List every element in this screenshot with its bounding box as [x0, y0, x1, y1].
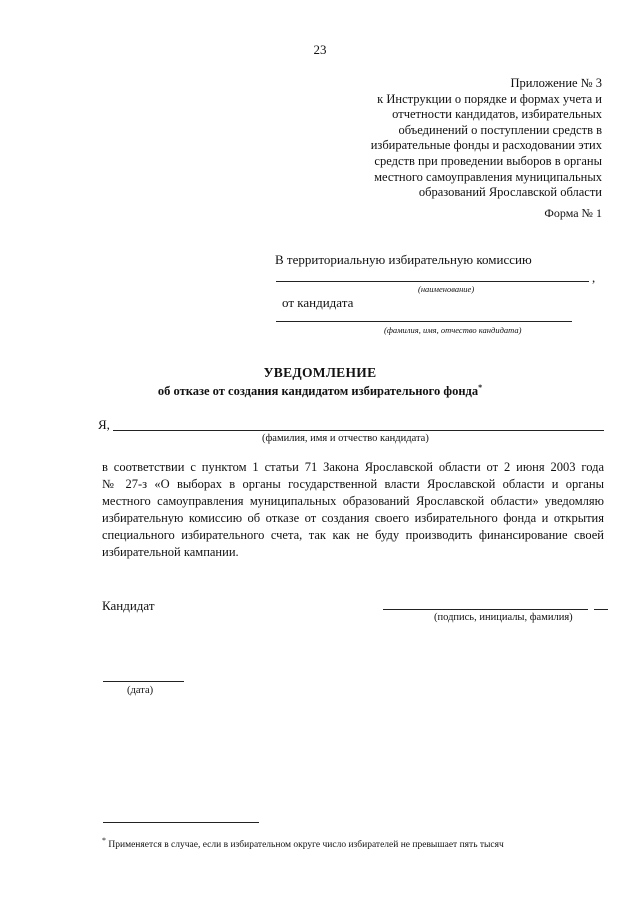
from-candidate-label: от кандидата [282, 295, 354, 310]
appendix-line: Приложение № 3 [510, 76, 602, 90]
addressee-commission: В территориальную избирательную комиссию [275, 252, 532, 267]
body-line: избирательной кампании. [102, 545, 239, 559]
commission-name-field[interactable] [276, 281, 589, 282]
appendix-line: избирательные фонды и расходовании этих [370, 138, 602, 153]
form-number: Форма № 1 [544, 206, 602, 220]
declarant-caption: (фамилия, имя и отчество кандидата) [262, 433, 429, 444]
declarant-name-field[interactable] [113, 430, 604, 431]
footnote-marker: * [478, 383, 483, 392]
declarant-pronoun: Я, [98, 417, 110, 432]
appendix-line: объединений о поступлении средств в [398, 122, 602, 137]
body-line: избирательную комиссию об отказе от создания своего избирательного фонда и открытия [102, 511, 604, 525]
body-line: № 27-з «О выборах в органы государственной власти Ярославской области и органы [102, 477, 604, 491]
notification-body [102, 459, 604, 561]
appendix-header [342, 76, 602, 201]
footnote-text: Применяется в случае, если в избирательном округе число избирателей не превышает пять тысяч [108, 840, 504, 851]
document-subtitle [0, 383, 640, 399]
candidate-name-field[interactable] [276, 321, 572, 322]
candidate-name-caption: (фамилия, имя, отчество кандидата) [384, 325, 522, 335]
subtitle-text: об отказе от создания кандидатом избирательного фонда [157, 384, 479, 399]
footnote [102, 836, 504, 850]
signature-caption: (подпись, инициалы, фамилия) [434, 612, 573, 623]
footnote-mark: * [102, 836, 106, 845]
signature-dash [594, 609, 608, 610]
date-caption: (дата) [127, 685, 154, 696]
body-line: в соответствии с пунктом 1 статьи 71 Закона Ярославской области от 2 июня 2003 года [102, 460, 604, 474]
signature-field[interactable] [383, 609, 588, 610]
date-field[interactable] [103, 681, 184, 682]
document-title: УВЕДОМЛЕНИЕ [263, 365, 377, 380]
commission-name-caption: (наименование) [418, 284, 475, 294]
footnote-separator [103, 822, 259, 823]
page-number: 23 [313, 42, 327, 57]
body-line: специального избирательного счета, так как не буду производить финансирование своей [102, 528, 604, 542]
appendix-line: к Инструкции о порядке и формах учета и [377, 91, 602, 106]
appendix-line: образований Ярославской области [418, 185, 602, 200]
body-line: местного самоуправления муниципальных образований Ярославской области» уведомляю [102, 494, 604, 508]
signature-label: Кандидат [102, 598, 155, 613]
appendix-line: отчетности кандидатов, избирательных [392, 107, 602, 122]
appendix-line: местного самоуправления муниципальных [374, 169, 602, 184]
appendix-line: средств при проведении выборов в органы [374, 153, 602, 168]
comma: , [592, 270, 596, 285]
